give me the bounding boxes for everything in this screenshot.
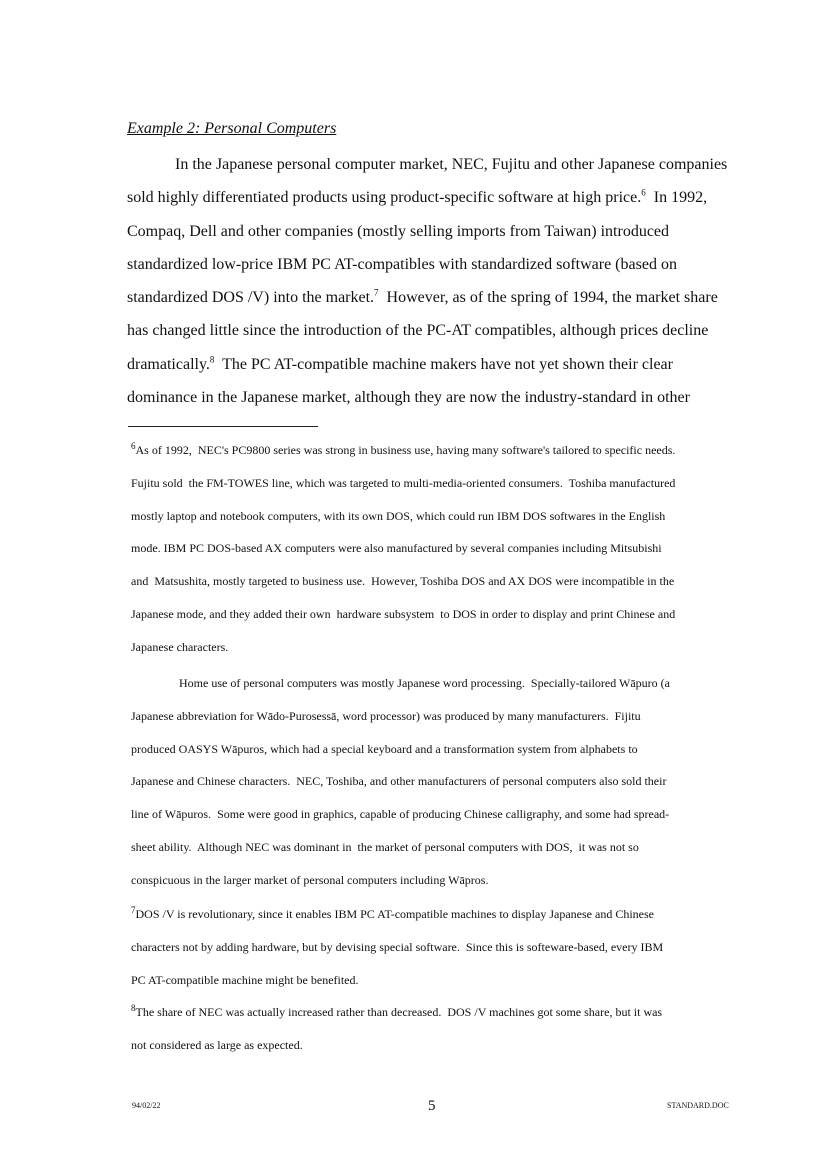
footnote-6: [131, 434, 776, 664]
footnote-ref-6: 6: [641, 187, 646, 198]
body-text: In 1992,: [645, 189, 708, 207]
footnote-number: 6: [131, 441, 136, 451]
body-line: In the Japanese personal computer market, NEC, Fujitu and other Japanese companies: [175, 156, 728, 173]
footnote-ref-8: 8: [209, 354, 215, 365]
footnote-line: and Matsushita, mostly targeted to business use. However, Toshiba DOS and AX DOS were incompatible in the: [131, 574, 675, 589]
footnote-6-paragraph-2: [131, 667, 776, 897]
footnote-separator: [128, 426, 318, 427]
body-text: The PC AT-compatible machine makers have not yet shown their clear: [214, 355, 673, 373]
body-line: [127, 281, 755, 314]
footnote-line: conspicuous in the larger market of personal computers including Wāpros.: [131, 872, 489, 887]
footnote-line: [131, 996, 776, 1029]
body-line: dominance in the Japanese market, although they are now the industry-standard in other: [127, 389, 690, 407]
footnote-8: [131, 996, 776, 1062]
footnote-ref-7: 7: [374, 287, 379, 298]
footnote-line: characters not by adding hardware, but by devising special software. Since this is softeware-based, every IBM: [131, 939, 664, 954]
footnote-text: As of 1992, NEC's PC9800 series was strong in business use, having many software's tailored to specific needs.: [135, 443, 676, 457]
page-number: 5: [428, 1098, 436, 1114]
body-line: Compaq, Dell and other companies (mostly selling imports from Taiwan) introduced: [127, 222, 670, 240]
footer-filename: STANDARD.DOC: [667, 1101, 729, 1110]
footnote-line: produced OASYS Wāpuros, which had a special keyboard and a transformation system from alphabets to: [131, 741, 638, 756]
footnote-7: [131, 898, 776, 996]
footnote-line: Japanese characters.: [131, 639, 229, 654]
body-line: [127, 348, 755, 381]
footnote-line: line of Wāpuros. Some were good in graphics, capable of producing Chinese calligraphy, and some had spread-: [131, 807, 670, 822]
body-text: However, as of the spring of 1994, the market share: [378, 289, 718, 307]
footnote-line: PC AT-compatible machine might be benefited.: [131, 972, 359, 987]
footnote-text: DOS /V is revolutionary, since it enables IBM PC AT-compatible machines to display Japanese and Chinese: [135, 907, 654, 921]
footnote-number: 8: [131, 1003, 136, 1013]
section-heading: Example 2: Personal Computers: [127, 120, 337, 137]
footnote-line: Japanese mode, and they added their own hardware subsystem to DOS in order to display and print Chinese and: [131, 606, 676, 621]
body-line: has changed little since the introduction of the PC-AT compatibles, although prices decline: [127, 322, 709, 340]
footnote-line: mode. IBM PC DOS-based AX computers were also manufactured by several companies including Mitsubishi: [131, 541, 662, 556]
footnote-line: not considered as large as expected.: [131, 1037, 303, 1052]
footnote-number: 7: [131, 905, 136, 915]
footnote-line: [131, 898, 776, 931]
footnote-line: mostly laptop and notebook computers, with its own DOS, which could run IBM DOS softwares in the English: [131, 508, 666, 523]
footnote-line: Fujitu sold the FM-TOWES line, which was targeted to multi-media-oriented consumers. Toshiba manufactured: [131, 475, 676, 490]
body-text: dramatically.: [127, 355, 210, 373]
footnote-line: Home use of personal computers was mostly Japanese word processing. Specially-tailored Wāpuro (a: [179, 676, 670, 690]
footnote-line: sheet ability. Although NEC was dominant in the market of personal computers with DOS, it was not so: [131, 839, 639, 854]
body-line: [127, 181, 755, 214]
body-paragraph: [127, 148, 755, 414]
body-line: standardized low-price IBM PC AT-compatibles with standardized software (based on: [127, 255, 677, 273]
footer-date: 94/02/22: [132, 1101, 161, 1110]
footnote-line: [131, 434, 776, 467]
footnote-line: Japanese abbreviation for Wādo-Purosessā, word processor) was produced by many manufacturers. Fijitu: [131, 708, 641, 723]
footnote-line: Japanese and Chinese characters. NEC, Toshiba, and other manufacturers of personal computers also sold their: [131, 774, 667, 789]
body-text: standardized DOS /V) into the market.: [127, 289, 375, 307]
body-text: sold highly differentiated products using product-specific software at high price.: [127, 189, 642, 207]
footnote-text: The share of NEC was actually increased rather than decreased. DOS /V machines got some share, but it was: [135, 1005, 663, 1019]
